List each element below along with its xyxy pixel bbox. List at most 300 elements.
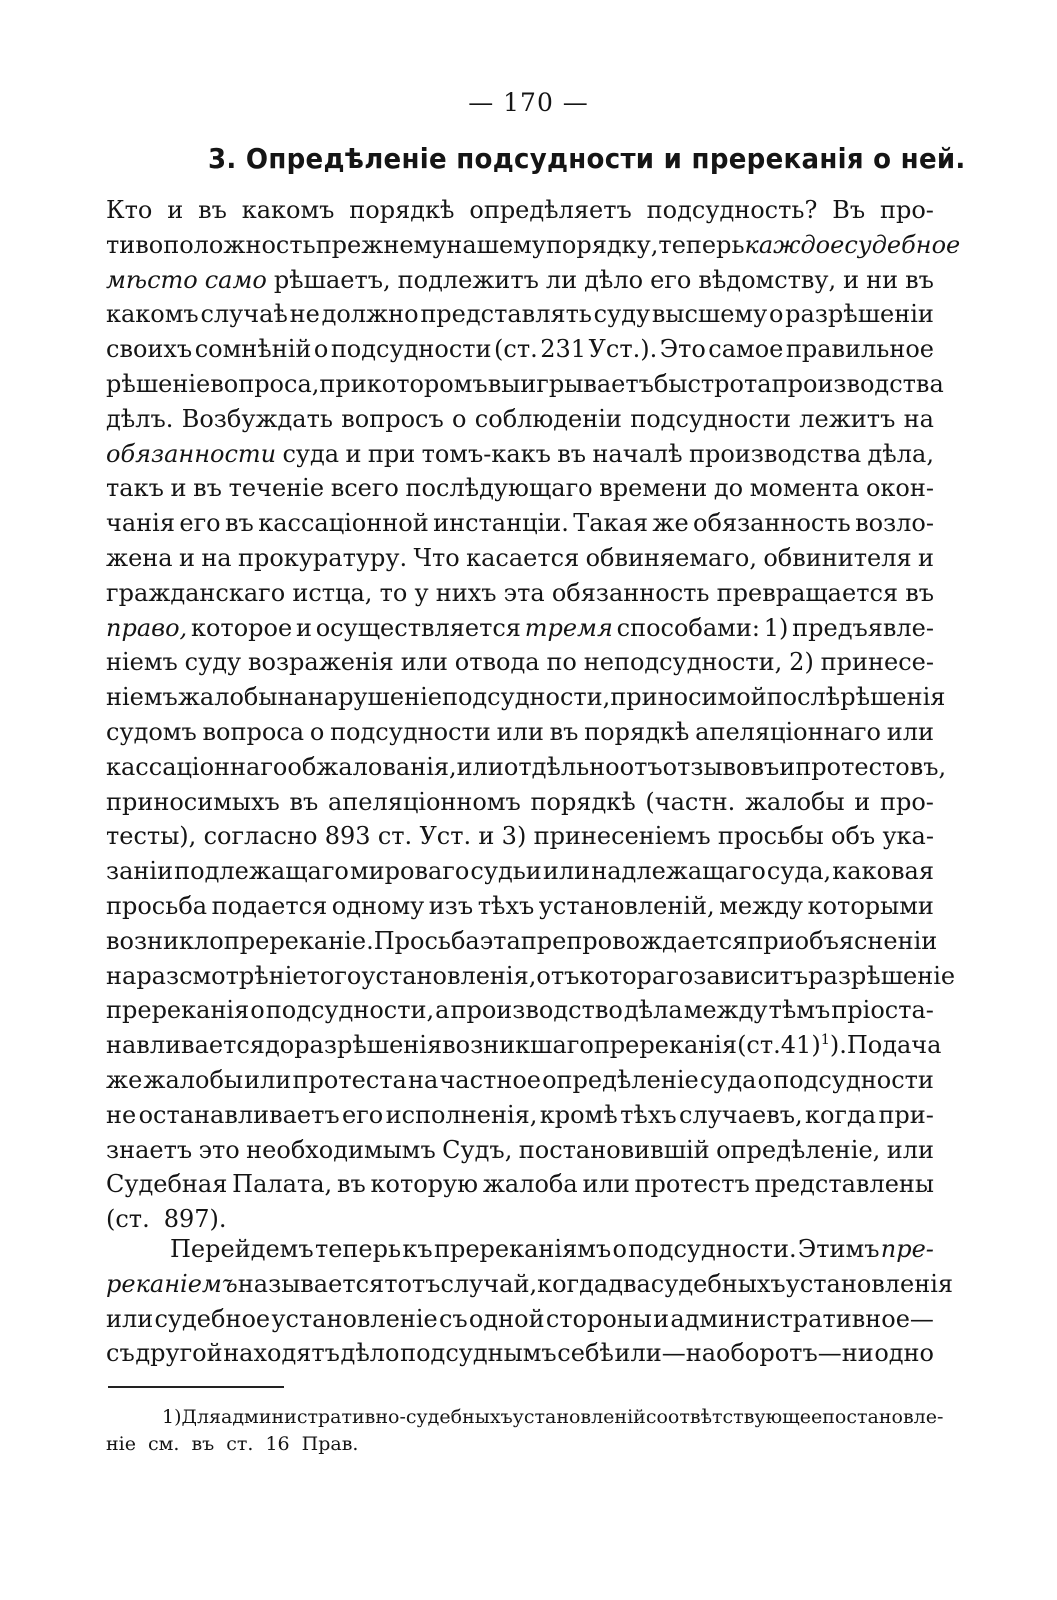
word: представлены bbox=[754, 1170, 934, 1199]
word: обязанность bbox=[551, 578, 710, 607]
word: опредѣляетъ bbox=[469, 196, 632, 224]
word: Такая bbox=[573, 509, 648, 538]
word: случаевъ, bbox=[679, 1100, 803, 1129]
word: подсудности, bbox=[441, 683, 611, 712]
word: апеляціоннаго bbox=[695, 717, 881, 746]
word: пререканіямъ bbox=[433, 1235, 612, 1263]
word: судебныхъ bbox=[650, 1269, 786, 1298]
word: принесе- bbox=[820, 648, 934, 677]
word: другой bbox=[135, 1339, 223, 1368]
word: подсудность? bbox=[646, 196, 818, 224]
word: должно bbox=[321, 300, 419, 329]
word: о bbox=[768, 300, 784, 329]
word: называется bbox=[237, 1269, 385, 1298]
word: просьба bbox=[106, 891, 208, 920]
page-number: — 170 — bbox=[468, 88, 589, 117]
word: 41)$^1$). bbox=[780, 1031, 847, 1060]
word: тѣхъ bbox=[620, 1100, 677, 1129]
word: 16 bbox=[265, 1433, 290, 1455]
word: согласно bbox=[203, 822, 318, 851]
word: о bbox=[250, 996, 265, 1025]
word: и bbox=[843, 265, 860, 294]
word: до bbox=[264, 1031, 295, 1060]
text-line bbox=[106, 785, 934, 820]
word: препровождается bbox=[520, 926, 748, 955]
word: разсмотрѣніе bbox=[136, 961, 307, 990]
word: обязанность bbox=[693, 509, 851, 538]
word: (ст. bbox=[737, 1031, 781, 1060]
word: сомнѣній bbox=[194, 335, 312, 364]
word: знаетъ bbox=[106, 1135, 193, 1164]
text-line bbox=[106, 367, 944, 402]
word: представлять bbox=[420, 300, 592, 329]
italic-word: мѣсто bbox=[106, 265, 198, 294]
word: и bbox=[854, 787, 871, 816]
word: случаѣ bbox=[200, 300, 288, 329]
word: см. bbox=[147, 1433, 180, 1455]
word: жалобы bbox=[744, 787, 845, 816]
word: неподсудности, bbox=[583, 648, 783, 677]
word: подсудности bbox=[630, 404, 791, 433]
italic-word: пре- bbox=[880, 1235, 934, 1263]
word: при bbox=[747, 926, 795, 955]
word: дѣлъ. bbox=[106, 404, 174, 433]
word: 897). bbox=[163, 1205, 227, 1234]
word: подлежитъ bbox=[397, 265, 539, 294]
word: подсудности, bbox=[265, 996, 435, 1025]
word: постановле- bbox=[822, 1406, 944, 1428]
word: обвинителя bbox=[763, 543, 912, 572]
word: жалобы bbox=[177, 683, 278, 712]
text-line bbox=[106, 750, 947, 785]
word: и bbox=[653, 1304, 670, 1333]
word: началѣ bbox=[592, 439, 683, 468]
word: момента bbox=[749, 474, 860, 503]
word: вѣдомству, bbox=[698, 265, 837, 294]
word: его bbox=[342, 1100, 384, 1129]
word: и bbox=[779, 752, 796, 781]
word: установленія, bbox=[361, 961, 537, 990]
word: установленіе bbox=[271, 1304, 438, 1333]
word: о bbox=[452, 404, 467, 433]
word: судомъ bbox=[106, 717, 197, 746]
word: и bbox=[167, 196, 184, 224]
word: на bbox=[903, 404, 934, 433]
word: на bbox=[106, 961, 137, 990]
word: ли bbox=[545, 265, 578, 294]
word: Судебная bbox=[106, 1170, 228, 1199]
word: гражданскаго bbox=[106, 578, 286, 607]
word: въ bbox=[549, 717, 579, 746]
word: прокуратуру. bbox=[237, 543, 408, 572]
word: тотъ bbox=[384, 1269, 441, 1298]
word: правильное bbox=[785, 335, 934, 364]
word: вопросъ bbox=[341, 404, 444, 433]
word: пріоста- bbox=[831, 996, 934, 1025]
word: Возбуждать bbox=[181, 404, 333, 433]
word: обвиняемаго, bbox=[585, 543, 757, 572]
word: же bbox=[652, 509, 689, 538]
word: кассаціонной bbox=[258, 509, 429, 538]
text-line bbox=[106, 1063, 934, 1098]
word: о bbox=[612, 1235, 627, 1263]
word: ніемъ bbox=[106, 683, 178, 712]
text-line bbox=[106, 506, 934, 541]
word: и bbox=[917, 543, 934, 572]
word: высшему bbox=[651, 300, 768, 329]
word: подлежащаго bbox=[174, 857, 349, 886]
word: заніи bbox=[106, 857, 174, 886]
word: ст. bbox=[377, 822, 413, 851]
word: нашему bbox=[446, 230, 546, 259]
word: обжалованія, bbox=[287, 752, 457, 781]
word: подается bbox=[211, 891, 328, 920]
text-line bbox=[106, 1336, 934, 1371]
word: или bbox=[886, 717, 934, 746]
word: Что bbox=[413, 543, 460, 572]
word: протеста bbox=[292, 1065, 407, 1094]
text-line bbox=[106, 1098, 934, 1133]
word: Просьба bbox=[373, 926, 480, 955]
text-line bbox=[106, 993, 934, 1028]
word: это bbox=[198, 1135, 240, 1164]
word: касается bbox=[466, 543, 580, 572]
word: послѣ bbox=[766, 683, 841, 712]
word: жалоба bbox=[482, 1170, 578, 1199]
word: порядкѣ bbox=[584, 717, 690, 746]
word: которую bbox=[370, 1170, 479, 1199]
word: одному bbox=[331, 891, 425, 920]
word: ніе bbox=[106, 1433, 136, 1455]
word: не bbox=[106, 1100, 137, 1129]
word: всего bbox=[330, 474, 399, 503]
word: или—наоборотъ—ни bbox=[614, 1339, 874, 1368]
word: (частн. bbox=[645, 787, 736, 816]
word: тивоположность bbox=[106, 230, 316, 259]
word: тѣхъ bbox=[477, 891, 535, 920]
word: которомъ bbox=[366, 369, 488, 398]
text-line bbox=[106, 959, 956, 994]
word: а bbox=[435, 996, 450, 1025]
word: отзывовъ bbox=[662, 752, 780, 781]
italic-word: судебное bbox=[844, 230, 961, 259]
word: нихъ bbox=[435, 578, 497, 607]
word: на bbox=[277, 683, 308, 712]
italic-word: реканіемъ bbox=[106, 1269, 238, 1298]
footnotes bbox=[106, 1404, 944, 1458]
word: его bbox=[179, 509, 221, 538]
italic-word: каждое bbox=[744, 230, 845, 259]
text-line bbox=[106, 1404, 944, 1431]
word: про- bbox=[879, 787, 934, 816]
word: 3) bbox=[501, 822, 527, 851]
text-line bbox=[106, 1267, 954, 1302]
text-line bbox=[106, 228, 961, 263]
word: про- bbox=[879, 196, 934, 224]
italic-word: само bbox=[204, 265, 267, 294]
text-line bbox=[106, 1133, 934, 1168]
text-line bbox=[106, 819, 934, 854]
word: или bbox=[244, 1065, 292, 1094]
text-line bbox=[106, 1232, 934, 1267]
word: судебное bbox=[154, 1304, 271, 1333]
word: или bbox=[106, 1304, 154, 1333]
text-line bbox=[106, 715, 934, 750]
word: порядку, bbox=[545, 230, 659, 259]
word: останавливаетъ bbox=[138, 1100, 340, 1129]
word: между bbox=[719, 891, 804, 920]
word: установленія bbox=[785, 1269, 954, 1298]
word: зависитъ bbox=[693, 961, 809, 990]
word: дѣла, bbox=[867, 439, 934, 468]
italic-word: право, bbox=[106, 613, 188, 642]
word: дѣла bbox=[623, 996, 683, 1025]
word: порядкѣ bbox=[530, 787, 636, 816]
word: просьбы bbox=[717, 822, 824, 851]
word: у bbox=[414, 578, 429, 607]
word: себѣ bbox=[557, 1339, 614, 1368]
text-line bbox=[106, 402, 934, 437]
word: быстрота bbox=[653, 369, 772, 398]
word: суду bbox=[184, 648, 242, 677]
word: пререканіе. bbox=[223, 926, 374, 955]
text-line bbox=[106, 332, 934, 367]
text-line bbox=[106, 437, 934, 472]
word: приносимой bbox=[610, 683, 767, 712]
word: его bbox=[650, 265, 692, 294]
word: возникшаго bbox=[442, 1031, 594, 1060]
word: теперь bbox=[314, 1235, 402, 1263]
section-heading: 3. Опредѣленіе подсудности и пререканія о ней. bbox=[208, 142, 966, 175]
italic-word: тремя bbox=[524, 613, 613, 642]
text-line bbox=[106, 889, 934, 924]
word: суда, bbox=[766, 857, 832, 886]
word: на bbox=[201, 543, 232, 572]
word: ніемъ bbox=[106, 648, 178, 677]
word: въ bbox=[225, 509, 254, 538]
word: каковая bbox=[832, 857, 934, 886]
word: Для bbox=[181, 1406, 222, 1428]
word: изъ bbox=[428, 891, 474, 920]
word: отдѣльно bbox=[503, 752, 620, 781]
word: инстанціи. bbox=[433, 509, 569, 538]
footnote-reference: 1 bbox=[820, 1032, 830, 1049]
word: опредѣленіе bbox=[542, 1065, 699, 1094]
word: о bbox=[309, 717, 325, 746]
word: подсуднымъ bbox=[400, 1339, 557, 1368]
word: дѣло bbox=[584, 265, 644, 294]
word: одно bbox=[874, 1339, 934, 1368]
word: тесты), bbox=[106, 822, 197, 851]
word: въ bbox=[289, 787, 319, 816]
word: эта bbox=[479, 926, 521, 955]
word: частное bbox=[439, 1065, 541, 1094]
word: вопроса, bbox=[210, 369, 320, 398]
word: съ bbox=[438, 1304, 468, 1333]
word: административное— bbox=[670, 1304, 934, 1333]
word: или bbox=[400, 648, 448, 677]
word: и bbox=[295, 613, 312, 642]
word: между bbox=[683, 996, 768, 1025]
word: вопроса bbox=[202, 717, 305, 746]
word: въ bbox=[193, 474, 222, 503]
word: (ст. bbox=[494, 335, 538, 364]
word: ука- bbox=[882, 822, 934, 851]
word: Подача bbox=[846, 1031, 942, 1060]
word: до bbox=[713, 474, 744, 503]
word: которое bbox=[190, 613, 293, 642]
word: разрѣшеніи bbox=[785, 300, 934, 329]
word: съ bbox=[106, 1339, 135, 1368]
word: послѣдующаго bbox=[405, 474, 593, 503]
text-line bbox=[106, 1167, 934, 1202]
word: предъявле- bbox=[792, 613, 934, 642]
word: одной bbox=[468, 1304, 545, 1333]
word: тѣмъ bbox=[768, 996, 831, 1025]
word: ст. bbox=[226, 1433, 254, 1455]
word: 1) bbox=[763, 613, 789, 642]
word: подсудности bbox=[330, 717, 491, 746]
text-line bbox=[106, 924, 938, 959]
word: Судъ, bbox=[442, 1135, 513, 1164]
word: эта bbox=[503, 578, 545, 607]
word: судьи bbox=[470, 857, 542, 886]
word: которыми bbox=[807, 891, 934, 920]
text-line bbox=[106, 1028, 942, 1063]
word: теченіе bbox=[228, 474, 325, 503]
word: подсудности bbox=[330, 335, 492, 364]
word: прежнему bbox=[315, 230, 447, 259]
word: когда bbox=[804, 1100, 877, 1129]
word: при- bbox=[878, 1100, 934, 1129]
word: Уст.). bbox=[588, 335, 658, 364]
word: отъ bbox=[619, 752, 663, 781]
word: то bbox=[379, 578, 408, 607]
word: теперь bbox=[658, 230, 745, 259]
word: къ bbox=[402, 1235, 433, 1263]
word: Прав. bbox=[301, 1433, 359, 1455]
word: или bbox=[496, 717, 544, 746]
word: протестъ bbox=[634, 1170, 750, 1199]
word: какомъ bbox=[241, 196, 335, 224]
word: не bbox=[289, 300, 320, 329]
word: Этимъ bbox=[797, 1235, 880, 1263]
word: истца, bbox=[292, 578, 373, 607]
word: самое bbox=[708, 335, 784, 364]
word: два bbox=[608, 1269, 651, 1298]
word: производства bbox=[688, 439, 862, 468]
word: суда bbox=[282, 439, 340, 468]
text-line bbox=[106, 576, 934, 611]
word: какомъ bbox=[106, 300, 199, 329]
word: и bbox=[178, 543, 195, 572]
word: мироваго bbox=[349, 857, 470, 886]
word: способами: bbox=[616, 613, 760, 642]
word: по bbox=[546, 648, 577, 677]
word: Уст. bbox=[419, 822, 472, 851]
word: 2) bbox=[789, 648, 814, 677]
word: производства bbox=[771, 369, 944, 398]
word: установленій, bbox=[538, 891, 715, 920]
word: того bbox=[306, 961, 362, 990]
word: опредѣленіе, bbox=[716, 1135, 881, 1164]
word: когда bbox=[537, 1269, 609, 1298]
word: въ bbox=[905, 578, 934, 607]
word: разрѣшеніе bbox=[808, 961, 956, 990]
word: въ bbox=[336, 1170, 366, 1199]
word: находятъ bbox=[223, 1339, 340, 1368]
word: въ bbox=[198, 196, 227, 224]
word: нарушеніе bbox=[307, 683, 442, 712]
text-line bbox=[106, 645, 934, 680]
text-line bbox=[106, 1302, 934, 1337]
word: или bbox=[542, 857, 591, 886]
word: при bbox=[319, 369, 367, 398]
word: соотвѣтствующее bbox=[645, 1406, 823, 1428]
word: окон- bbox=[865, 474, 934, 503]
word: рѣшенія bbox=[840, 683, 946, 712]
word: и bbox=[345, 439, 362, 468]
text-line bbox=[106, 263, 934, 298]
word: надлежащаго bbox=[591, 857, 766, 886]
word: лежитъ bbox=[799, 404, 896, 433]
word: Въ bbox=[832, 196, 866, 224]
word: кассаціоннаго bbox=[106, 752, 288, 781]
word: ни bbox=[866, 265, 899, 294]
word: стороны bbox=[545, 1304, 652, 1333]
word: суду bbox=[593, 300, 651, 329]
word: и bbox=[170, 474, 187, 503]
word: рѣшеніе bbox=[106, 369, 211, 398]
word: своихъ bbox=[106, 335, 193, 364]
word: такъ bbox=[106, 474, 164, 503]
word: соблюденіи bbox=[474, 404, 622, 433]
word: Палата, bbox=[232, 1170, 333, 1199]
word: или bbox=[886, 1135, 934, 1164]
word: подсудности. bbox=[628, 1235, 797, 1263]
word: въ bbox=[905, 265, 934, 294]
word: котораго bbox=[579, 961, 694, 990]
word: объясненіи bbox=[794, 926, 938, 955]
word: апеляціонномъ bbox=[327, 787, 521, 816]
text-line bbox=[106, 193, 934, 228]
word: постановившій bbox=[518, 1135, 710, 1164]
word: дѣло bbox=[340, 1339, 400, 1368]
word: пререканія bbox=[593, 1031, 738, 1060]
word: протестовъ, bbox=[795, 752, 947, 781]
word: или bbox=[456, 752, 504, 781]
text-line bbox=[106, 611, 934, 646]
word: возраженія bbox=[248, 648, 394, 677]
word: пререканія bbox=[106, 996, 250, 1025]
word: суда bbox=[699, 1065, 757, 1094]
word: чанія bbox=[106, 509, 175, 538]
word: приносимыхъ bbox=[106, 787, 280, 816]
word: выигрываетъ bbox=[487, 369, 654, 398]
text-line bbox=[106, 541, 934, 576]
word: Это bbox=[659, 335, 706, 364]
paragraph-2 bbox=[106, 1232, 954, 1371]
word: подсудности bbox=[773, 1065, 934, 1094]
word: Кто bbox=[106, 196, 153, 224]
word: же bbox=[106, 1065, 143, 1094]
word: превращается bbox=[716, 578, 899, 607]
word: порядкѣ bbox=[349, 196, 455, 224]
footnote-marker: 1) bbox=[162, 1406, 182, 1428]
word: навливается bbox=[106, 1031, 265, 1060]
word: о bbox=[313, 335, 329, 364]
word: Перейдемъ bbox=[170, 1235, 314, 1263]
